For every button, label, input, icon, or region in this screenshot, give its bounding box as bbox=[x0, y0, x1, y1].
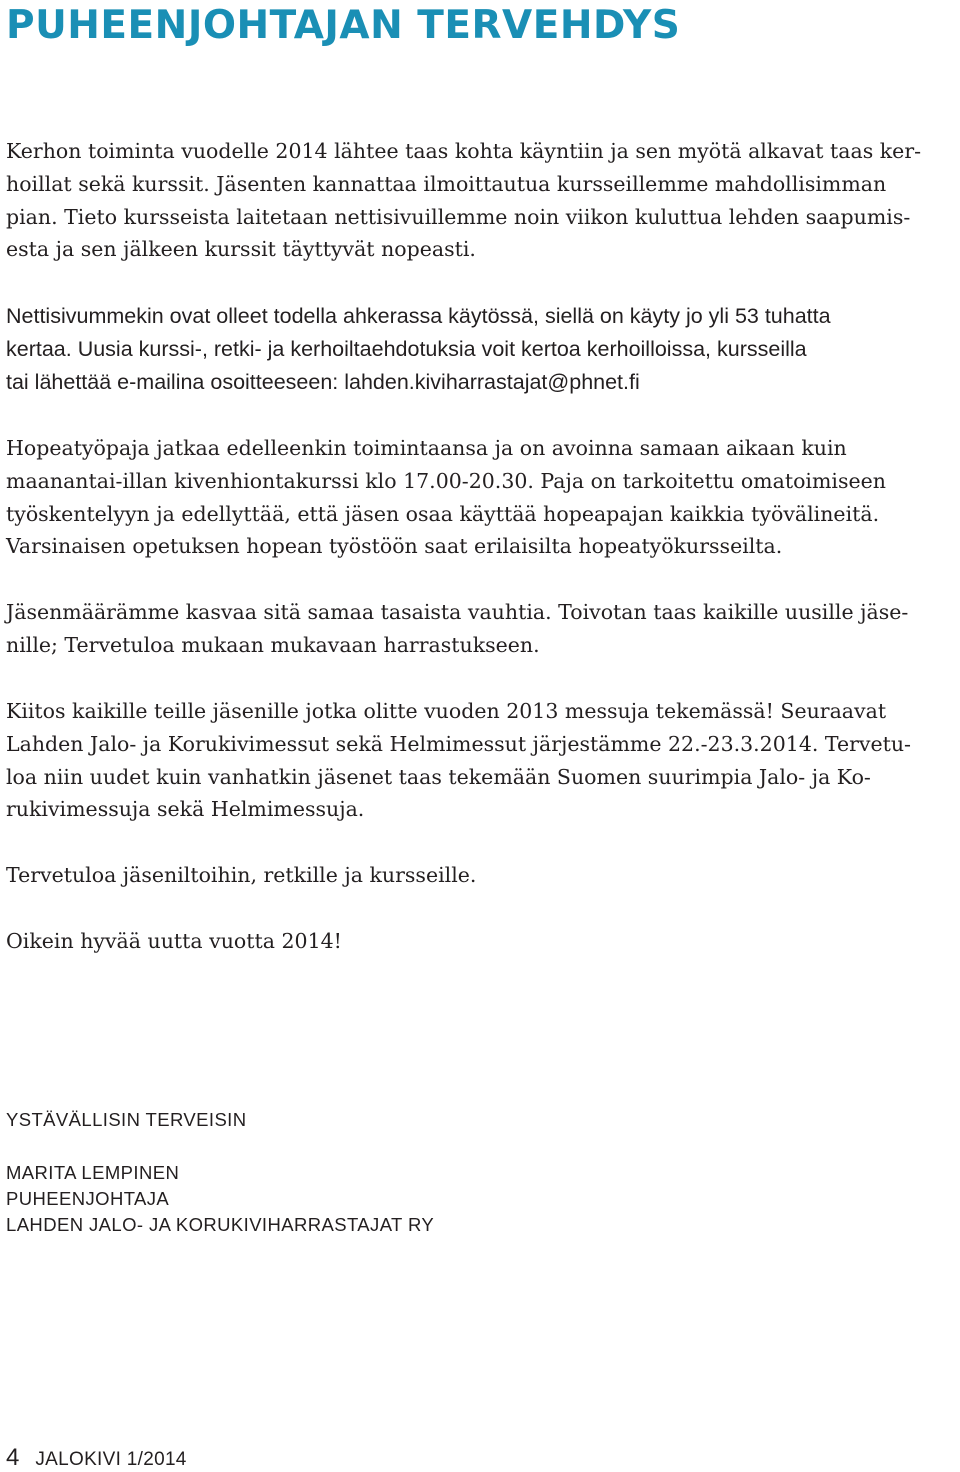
text-line: Tervetuloa jäseniltoihin, retkille ja kursseille. bbox=[6, 863, 477, 887]
text-line: Oikein hyvää uutta vuotta 2014! bbox=[6, 929, 342, 953]
text-line: rukivimessuja sekä Helmimessuja. bbox=[6, 797, 365, 822]
text-line: Kerhon toiminta vuodelle 2014 lähtee taas kohta käyntiin ja sen myötä alkavat taas ker- bbox=[6, 139, 922, 163]
text-line: työskentelyyn ja edellyttää, että jäsen osaa käyttää hopeapajan kaikkia työvälineitä. bbox=[6, 501, 880, 526]
paragraph-membership bbox=[6, 596, 956, 662]
paragraph-silver-workshop bbox=[6, 432, 956, 563]
text-line: esta ja sen jälkeen kurssit täyttyvät nopeasti. bbox=[6, 237, 476, 262]
text-line: Varsinaisen opetuksen hopean työstöön saat erilaisilta hopeatyökursseilta. bbox=[6, 534, 783, 559]
text-line: kertaa. Uusia kurssi-, retki- ja kerhoiltaehdotuksia voit kertoa kerhoilloissa, kursseilla bbox=[6, 336, 807, 361]
page-number: 4 bbox=[6, 1444, 20, 1471]
page-footer bbox=[6, 1444, 187, 1472]
text-line: Nettisivummekin ovat olleet todella ahkerassa käytössä, siellä on käyty jo yli 53 tuhatta bbox=[6, 304, 831, 328]
text-line: maanantai-illan kivenhiontakurssi klo 17.00-20.30. Paja on tarkoitettu omatoimiseen bbox=[6, 468, 886, 493]
paragraph-intro bbox=[6, 135, 956, 266]
signature-name: MARITA LEMPINEN bbox=[6, 1162, 180, 1183]
text-line: Lahden Jalo- ja Korukivimessut sekä Helmimessut järjestämme 22.-23.3.2014. Tervetu- bbox=[6, 731, 911, 756]
paragraph-new-year bbox=[6, 925, 956, 958]
text-line: tai lähettää e-mailina osoitteeseen: lahden.kiviharrastajat@phnet.fi bbox=[6, 369, 640, 394]
paragraph-welcome bbox=[6, 859, 956, 892]
text-line: pian. Tieto kursseista laitetaan nettisivuillemme noin viikon kuluttua lehden saapumis- bbox=[6, 204, 911, 229]
text-line: Hopeatyöpaja jatkaa edelleenkin toimintaansa ja on avoinna samaan aikaan kuin bbox=[6, 436, 847, 460]
signature-organization: LAHDEN JALO- JA KORUKIVIHARRASTAJAT RY bbox=[6, 1214, 435, 1235]
publication-name: JALOKIVI 1/2014 bbox=[35, 1449, 187, 1470]
signature-greeting: YSTÄVÄLLISIN TERVEISIN bbox=[6, 1109, 247, 1130]
signature-role: PUHEENJOHTAJA bbox=[6, 1188, 170, 1209]
text-line: Kiitos kaikille teille jäsenille jotka olitte vuoden 2013 messuja tekemässä! Seuraavat bbox=[6, 699, 887, 723]
text-line: loa niin uudet kuin vanhatkin jäsenet taas tekemään Suomen suurimpia Jalo- ja Ko- bbox=[6, 764, 871, 789]
text-line: nille; Tervetuloa mukaan mukavaan harrastukseen. bbox=[6, 632, 540, 657]
paragraph-website bbox=[6, 300, 956, 398]
text-line: hoillat sekä kurssit. Jäsenten kannattaa ilmoittautua kursseillemme mahdollisimman bbox=[6, 171, 887, 196]
paragraph-fairs bbox=[6, 695, 956, 826]
page-title: PUHEENJOHTAJAN TERVEHDYS bbox=[6, 3, 681, 48]
text-line: Jäsenmäärämme kasvaa sitä samaa tasaista vauhtia. Toivotan taas kaikille uusille jäse- bbox=[6, 600, 909, 624]
